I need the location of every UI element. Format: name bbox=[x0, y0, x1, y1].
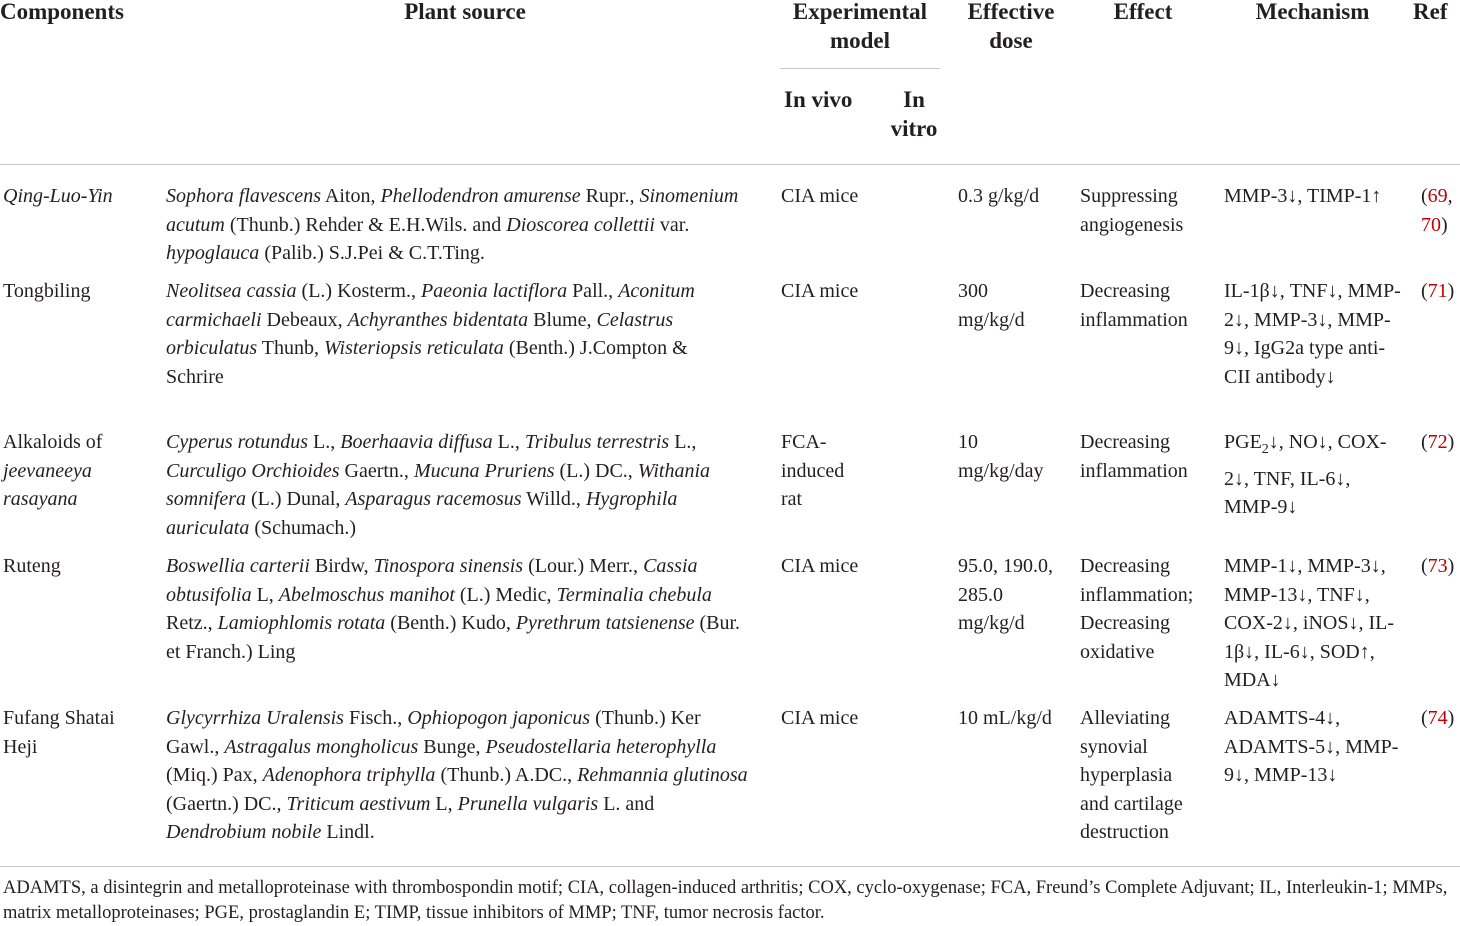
species-name: Terminalia chebula bbox=[556, 583, 712, 606]
ref-bracket: ( bbox=[1421, 431, 1428, 453]
mechanism-text: ↓, NO↓, COX-2↓, TNF, IL-6↓, MMP-9↓ bbox=[1224, 431, 1387, 519]
header-plant-source: Plant source bbox=[404, 0, 526, 24]
species-name: Astragalus mongholicus bbox=[224, 735, 419, 758]
ref-link[interactable]: 74 bbox=[1427, 707, 1448, 729]
source-text: L. and bbox=[598, 792, 655, 815]
species-name: Dioscorea collettii bbox=[506, 213, 655, 236]
species-name: Glycyrrhiza Uralensis bbox=[166, 707, 344, 729]
source-text: Birdw, bbox=[309, 555, 374, 577]
source-text: (Lour.) Merr., bbox=[523, 555, 644, 577]
source-text: (Miq.) Pax, bbox=[166, 764, 263, 787]
species-name: Curculigo Orchioides bbox=[166, 459, 340, 482]
species-name: Neolitsea cassia bbox=[166, 280, 297, 302]
species-name: hypoglauca bbox=[166, 242, 260, 265]
mechanism-subscript: 2 bbox=[1261, 442, 1269, 457]
in-vivo-cell: CIA mice bbox=[781, 280, 859, 302]
species-name: Boswellia carterii bbox=[166, 555, 310, 577]
ref-cell bbox=[1421, 182, 1460, 239]
ref-link[interactable]: 73 bbox=[1427, 555, 1448, 577]
component-cell: Qing-Luo-Yin bbox=[3, 185, 113, 207]
source-text: Fisch., bbox=[343, 707, 408, 729]
species-name: Withania somnifera bbox=[166, 459, 711, 511]
component-cell bbox=[3, 428, 153, 514]
component-text-italic: jeevaneeya rasayana bbox=[3, 459, 92, 511]
header-subrule bbox=[780, 68, 940, 69]
in-vivo-cell: CIA mice bbox=[781, 185, 859, 207]
species-name: Dendrobium nobile bbox=[166, 821, 322, 844]
source-text: (Thunb.) A.DC., bbox=[435, 764, 578, 787]
species-name: Phellodendron amurense bbox=[380, 185, 581, 207]
source-text: Blume, bbox=[528, 308, 597, 331]
header-effective-dose: Effective dose bbox=[967, 0, 1055, 53]
species-name: Triticum aestivum bbox=[286, 792, 431, 815]
source-text: Aiton, bbox=[320, 185, 381, 207]
species-name: Achyranthes bidentata bbox=[347, 308, 529, 331]
component-cell: Ruteng bbox=[3, 555, 61, 577]
source-text: L., bbox=[308, 431, 341, 453]
header-experimental-model: Experimental model bbox=[792, 0, 928, 53]
species-name: Ophiopogon japonicus bbox=[407, 707, 591, 729]
source-text: L, bbox=[251, 583, 279, 606]
species-name: Asparagus racemosus bbox=[345, 488, 522, 511]
species-name: Prunella vulgaris bbox=[457, 792, 599, 815]
ref-bracket: ) bbox=[1447, 707, 1455, 729]
source-text: (Benth.) Kudo, bbox=[385, 612, 516, 635]
source-text: (L.) DC., bbox=[554, 459, 638, 482]
header-ref: Ref bbox=[1413, 0, 1448, 24]
source-text: Rupr., bbox=[580, 185, 640, 207]
dose-cell: 10 mg/kg/day bbox=[958, 431, 1044, 482]
ref-link[interactable]: 69 bbox=[1427, 185, 1448, 207]
source-text: (L.) Kosterm., bbox=[296, 280, 421, 302]
dose-cell: 10 mL/kg/d bbox=[958, 707, 1052, 729]
header-mechanism: Mechanism bbox=[1255, 0, 1370, 24]
in-vivo-cell: FCA-induced rat bbox=[781, 431, 845, 511]
species-name: Mucuna Pruriens bbox=[413, 459, 555, 482]
effect-cell: Decreasing inflammation bbox=[1080, 280, 1188, 331]
plant-source-cell bbox=[166, 182, 756, 268]
source-text: Lindl. bbox=[321, 821, 375, 844]
source-text: Thunb, bbox=[257, 337, 324, 360]
species-name: Rehmannia glutinosa bbox=[577, 764, 748, 787]
species-name: Wisteriopsis reticulata bbox=[323, 337, 504, 360]
source-text: Retz., bbox=[166, 612, 218, 635]
source-text: (L.) Dunal, bbox=[246, 488, 346, 511]
source-text: L., bbox=[492, 431, 525, 453]
mechanism-cell: MMP-3↓, TIMP-1↑ bbox=[1224, 185, 1382, 207]
ref-bracket: ( bbox=[1421, 280, 1428, 302]
header-bottom-rule bbox=[0, 164, 1460, 165]
species-name: Sophora flavescens bbox=[166, 185, 321, 207]
plant-source-cell bbox=[166, 704, 751, 847]
species-name: Aconitum carmichaeli bbox=[166, 280, 695, 331]
source-text: var. bbox=[654, 213, 690, 236]
in-vivo-cell: CIA mice bbox=[781, 707, 859, 729]
plant-source-cell bbox=[166, 277, 736, 391]
ref-bracket: ) bbox=[1441, 213, 1448, 236]
ref-link[interactable]: 70 bbox=[1421, 213, 1441, 236]
dose-cell: 0.3 g/kg/d bbox=[958, 185, 1040, 207]
mechanism-cell: ADAMTS-4↓, ADAMTS-5↓, MMP-9↓, MMP-13↓ bbox=[1224, 707, 1399, 787]
source-text: (Gaertn.) DC., bbox=[166, 792, 287, 815]
source-text: (Bur. et Franch.) Ling bbox=[166, 612, 741, 663]
ref-cell bbox=[1421, 428, 1460, 457]
source-text: (Thunb.) Rehder & E.H.Wils. and bbox=[224, 213, 507, 236]
ref-separator: , bbox=[1447, 185, 1453, 207]
source-text: Debeaux, bbox=[261, 308, 348, 331]
header-components: Components bbox=[0, 0, 124, 24]
ref-bracket: ) bbox=[1447, 555, 1455, 577]
mechanism-cell: IL-1β↓, TNF↓, MMP-2↓, MMP-3↓, MMP-9↓, IgG2a type anti-CII antibody↓ bbox=[1224, 280, 1401, 388]
dose-cell: 300 mg/kg/d bbox=[958, 280, 1025, 331]
header-effect: Effect bbox=[1113, 0, 1173, 24]
species-name: Cassia obtusifolia bbox=[166, 555, 698, 606]
species-name: Cyperus rotundus bbox=[166, 431, 309, 453]
component-text: Alkaloids of bbox=[3, 431, 103, 453]
ref-bracket: ( bbox=[1421, 707, 1428, 729]
component-cell: Tongbiling bbox=[3, 280, 91, 302]
effect-cell: Suppressing angiogenesis bbox=[1080, 185, 1184, 236]
dose-cell: 95.0, 190.0, 285.0 mg/kg/d bbox=[958, 555, 1053, 635]
ref-cell bbox=[1421, 277, 1460, 306]
plant-source-cell bbox=[166, 428, 756, 542]
ref-link[interactable]: 72 bbox=[1427, 431, 1448, 453]
mechanism-text: PGE bbox=[1224, 431, 1262, 453]
ref-bracket: ( bbox=[1421, 185, 1428, 207]
ref-bracket: ) bbox=[1447, 280, 1455, 302]
ref-link[interactable]: 71 bbox=[1427, 280, 1448, 302]
effect-cell: Alleviating synovial hyperplasia and cartilage destruction bbox=[1080, 707, 1183, 844]
source-text: L., bbox=[669, 431, 697, 453]
species-name: Lamiophlomis rotata bbox=[217, 612, 386, 635]
source-text: (Palib.) S.J.Pei & C.T.Ting. bbox=[259, 242, 485, 265]
table-footnote: ADAMTS, a disintegrin and metalloproteinase with thrombospondin motif; CIA, collagen-induced arthritis; COX, cyclo-oxygenase; FCA, Freund’s Complete Adjuvant; IL, Interleukin-1; MMPs, matrix metalloproteinases; PGE, prostaglandin E; TIMP, tissue inhibitors of MMP; TNF, tumor necrosis factor. bbox=[3, 878, 1448, 923]
effect-cell: Decreasing inflammation bbox=[1080, 431, 1188, 482]
mechanism-cell: MMP-1↓, MMP-3↓, MMP-13↓, TNF↓, COX-2↓, iNOS↓, IL-1β↓, IL-6↓, SOD↑, MDA↓ bbox=[1224, 555, 1394, 692]
source-text: L, bbox=[430, 792, 458, 815]
plant-source-cell bbox=[166, 552, 756, 666]
source-text: (Schumach.) bbox=[249, 516, 356, 539]
header-in-vitro: In vitro bbox=[890, 87, 938, 141]
species-name: Boerhaavia diffusa bbox=[340, 431, 493, 453]
species-name: Hygrophila auriculata bbox=[166, 488, 678, 539]
source-text: Gaertn., bbox=[339, 459, 414, 482]
component-cell: Fufang Shatai Heji bbox=[3, 707, 115, 758]
source-text: (L.) Medic, bbox=[454, 583, 557, 606]
ref-bracket: ) bbox=[1447, 431, 1455, 453]
species-name: Pseudostellaria heterophylla bbox=[485, 735, 717, 758]
source-text: Bunge, bbox=[418, 735, 486, 758]
source-text: (Benth.) J.Compton & Schrire bbox=[166, 337, 688, 388]
mechanism-cell bbox=[1224, 428, 1404, 522]
table-bottom-rule bbox=[0, 866, 1460, 867]
ref-bracket: ( bbox=[1421, 555, 1428, 577]
in-vivo-cell: CIA mice bbox=[781, 555, 859, 577]
species-name: Pyrethrum tatsienense bbox=[515, 612, 695, 635]
source-text: (Thunb.) Ker Gawl., bbox=[166, 707, 701, 758]
species-name: Adenophora triphylla bbox=[262, 764, 436, 787]
species-name: Abelmoschus manihot bbox=[278, 583, 455, 606]
source-text: Willd., bbox=[521, 488, 586, 511]
species-name: Tribulus terrestris bbox=[524, 431, 670, 453]
source-text: Pall., bbox=[567, 280, 619, 302]
species-name: Paeonia lactiflora bbox=[420, 280, 568, 302]
species-name: Tinospora sinensis bbox=[373, 555, 524, 577]
species-name: Celastrus orbiculatus bbox=[166, 308, 674, 360]
ref-cell bbox=[1421, 704, 1460, 733]
effect-cell: Decreasing inflammation; Decreasing oxidative bbox=[1080, 555, 1194, 663]
ref-cell bbox=[1421, 552, 1460, 581]
species-name: Sinomenium acutum bbox=[166, 185, 739, 236]
header-in-vivo: In vivo bbox=[784, 87, 853, 112]
